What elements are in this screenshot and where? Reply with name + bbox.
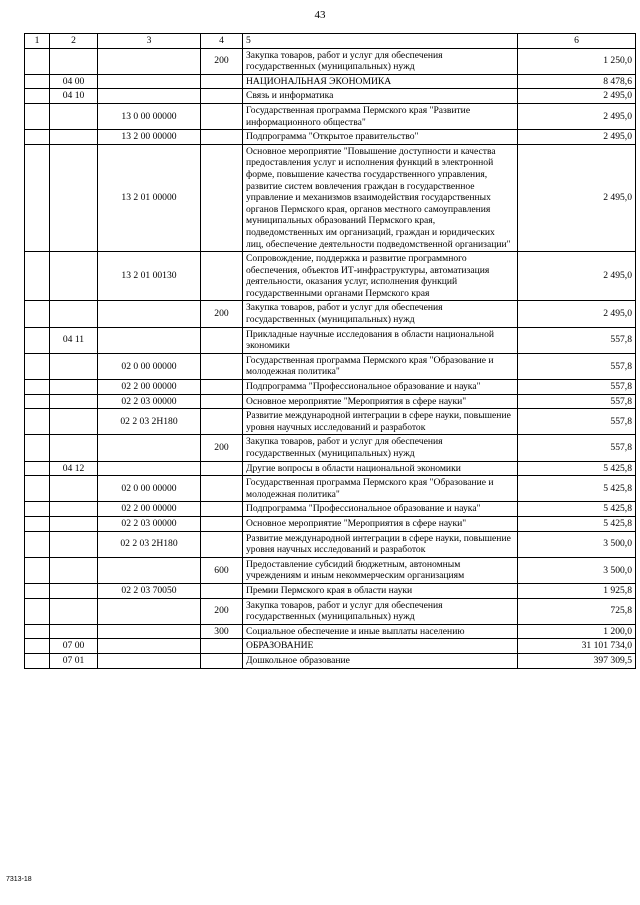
column-header-4: 4 [201, 34, 243, 49]
expense-type-code: 300 [201, 624, 243, 639]
target-article-code: 13 2 01 00000 [98, 144, 201, 251]
target-article-code [98, 327, 201, 353]
expense-type-code [201, 353, 243, 379]
table-row [25, 516, 636, 531]
item-name: Подпрограмма "Открытое правительство" [243, 130, 518, 145]
table-row [25, 435, 636, 461]
item-name: Развитие международной интеграции в сфере науки, повышение уровня научных исследований и разработок [243, 531, 518, 557]
expense-type-code [201, 409, 243, 435]
amount: 1 250,0 [518, 48, 636, 74]
row-col1 [25, 301, 50, 327]
section-code [50, 583, 98, 598]
expense-type-code: 200 [201, 598, 243, 624]
target-article-code: 02 2 00 00000 [98, 380, 201, 395]
amount: 3 500,0 [518, 531, 636, 557]
table-row [25, 144, 636, 251]
section-code [50, 353, 98, 379]
amount: 397 309,5 [518, 653, 636, 668]
item-name: Государственная программа Пермского края "Развитие информационного общества" [243, 103, 518, 129]
page-number: 43 [314, 9, 326, 21]
amount: 557,8 [518, 435, 636, 461]
column-header-5: 5 [243, 34, 518, 49]
row-col1 [25, 435, 50, 461]
amount: 557,8 [518, 380, 636, 395]
amount: 2 495,0 [518, 252, 636, 301]
budget-table [24, 33, 636, 669]
table-row [25, 461, 636, 476]
item-name: Закупка товаров, работ и услуг для обеспечения государственных (муниципальных) нужд [243, 435, 518, 461]
item-name: ОБРАЗОВАНИЕ [243, 639, 518, 654]
item-name: Основное мероприятие "Мероприятия в сфере науки" [243, 394, 518, 409]
section-code [50, 130, 98, 145]
section-code [50, 502, 98, 517]
amount: 725,8 [518, 598, 636, 624]
amount: 2 495,0 [518, 103, 636, 129]
target-article-code: 02 2 00 00000 [98, 502, 201, 517]
target-article-code [98, 74, 201, 89]
amount: 557,8 [518, 394, 636, 409]
section-code: 04 12 [50, 461, 98, 476]
row-col1 [25, 48, 50, 74]
table-row [25, 409, 636, 435]
item-name: Развитие международной интеграции в сфере науки, повышение уровня научных исследований и разработок [243, 409, 518, 435]
target-article-code: 02 2 03 70050 [98, 583, 201, 598]
table-row [25, 130, 636, 145]
amount: 5 425,8 [518, 502, 636, 517]
section-code [50, 144, 98, 251]
item-name: Государственная программа Пермского края "Образование и молодежная политика" [243, 353, 518, 379]
expense-type-code: 200 [201, 301, 243, 327]
expense-type-code: 600 [201, 557, 243, 583]
row-col1 [25, 461, 50, 476]
target-article-code: 13 2 01 00130 [98, 252, 201, 301]
expense-type-code [201, 130, 243, 145]
expense-type-code [201, 639, 243, 654]
target-article-code: 02 0 00 00000 [98, 476, 201, 502]
section-code: 04 10 [50, 89, 98, 104]
item-name: Социальное обеспечение и иные выплаты населению [243, 624, 518, 639]
section-code [50, 557, 98, 583]
amount: 5 425,8 [518, 476, 636, 502]
row-col1 [25, 103, 50, 129]
amount: 3 500,0 [518, 557, 636, 583]
item-name: Прикладные научные исследования в области национальной экономики [243, 327, 518, 353]
target-article-code [98, 48, 201, 74]
target-article-code [98, 461, 201, 476]
section-code [50, 409, 98, 435]
item-name: Связь и информатика [243, 89, 518, 104]
target-article-code: 13 0 00 00000 [98, 103, 201, 129]
item-name: Государственная программа Пермского края "Образование и молодежная политика" [243, 476, 518, 502]
expense-type-code [201, 144, 243, 251]
expense-type-code [201, 394, 243, 409]
table-row [25, 394, 636, 409]
table-row [25, 502, 636, 517]
target-article-code [98, 301, 201, 327]
table-row [25, 557, 636, 583]
row-col1 [25, 598, 50, 624]
section-code [50, 301, 98, 327]
row-col1 [25, 252, 50, 301]
target-article-code [98, 435, 201, 461]
table-row [25, 476, 636, 502]
row-col1 [25, 557, 50, 583]
expense-type-code: 200 [201, 48, 243, 74]
section-code [50, 598, 98, 624]
amount: 2 495,0 [518, 89, 636, 104]
target-article-code: 13 2 00 00000 [98, 130, 201, 145]
target-article-code [98, 598, 201, 624]
row-col1 [25, 327, 50, 353]
expense-type-code [201, 653, 243, 668]
row-col1 [25, 353, 50, 379]
table-row [25, 598, 636, 624]
target-article-code [98, 653, 201, 668]
item-name: Подпрограмма "Профессиональное образование и наука" [243, 380, 518, 395]
row-col1 [25, 624, 50, 639]
row-col1 [25, 89, 50, 104]
row-col1 [25, 583, 50, 598]
section-code [50, 252, 98, 301]
amount: 31 101 734,0 [518, 639, 636, 654]
section-code [50, 476, 98, 502]
row-col1 [25, 531, 50, 557]
target-article-code: 02 2 03 2Н180 [98, 409, 201, 435]
item-name: Другие вопросы в области национальной экономики [243, 461, 518, 476]
item-name: Дошкольное образование [243, 653, 518, 668]
expense-type-code [201, 476, 243, 502]
item-name: Предоставление субсидий бюджетным, автономным учреждениям и иным некоммерческим организациям [243, 557, 518, 583]
amount: 2 495,0 [518, 144, 636, 251]
table-row [25, 103, 636, 129]
expense-type-code [201, 74, 243, 89]
table-row [25, 252, 636, 301]
table-row [25, 583, 636, 598]
expense-type-code [201, 502, 243, 517]
amount: 2 495,0 [518, 130, 636, 145]
row-col1 [25, 516, 50, 531]
table-row [25, 327, 636, 353]
target-article-code: 02 2 03 00000 [98, 394, 201, 409]
target-article-code [98, 557, 201, 583]
target-article-code [98, 624, 201, 639]
section-code [50, 380, 98, 395]
expense-type-code [201, 461, 243, 476]
item-name: Подпрограмма "Профессиональное образование и наука" [243, 502, 518, 517]
amount: 2 495,0 [518, 301, 636, 327]
item-name: Закупка товаров, работ и услуг для обеспечения государственных (муниципальных) нужд [243, 598, 518, 624]
expense-type-code [201, 252, 243, 301]
row-col1 [25, 476, 50, 502]
expense-type-code: 200 [201, 435, 243, 461]
item-name: Закупка товаров, работ и услуг для обеспечения государственных (муниципальных) нужд [243, 301, 518, 327]
section-code: 07 00 [50, 639, 98, 654]
table-row [25, 48, 636, 74]
column-header-2: 2 [50, 34, 98, 49]
amount: 5 425,8 [518, 516, 636, 531]
amount: 1 925,8 [518, 583, 636, 598]
section-code [50, 394, 98, 409]
item-name: Основное мероприятие "Мероприятия в сфере науки" [243, 516, 518, 531]
section-code: 04 00 [50, 74, 98, 89]
amount: 1 200,0 [518, 624, 636, 639]
row-col1 [25, 74, 50, 89]
item-name: Закупка товаров, работ и услуг для обеспечения государственных (муниципальных) нужд [243, 48, 518, 74]
row-col1 [25, 380, 50, 395]
expense-type-code [201, 380, 243, 395]
table-row [25, 380, 636, 395]
table-row [25, 624, 636, 639]
table-row [25, 653, 636, 668]
column-header-1: 1 [25, 34, 50, 49]
document-code: 7313-18 [6, 876, 32, 883]
row-col1 [25, 639, 50, 654]
amount: 557,8 [518, 353, 636, 379]
row-col1 [25, 502, 50, 517]
expense-type-code [201, 327, 243, 353]
target-article-code: 02 2 03 00000 [98, 516, 201, 531]
amount: 5 425,8 [518, 461, 636, 476]
item-name: Основное мероприятие "Повышение доступности и качества предоставления услуг и исполнения функций в электронной форме, повышение качества государственного управления, развитие систем вовлечения граждан в государственное управление и механизмов взаимодействия государственных органов Пермского края, органов местного самоуправления муниципальных образований Пермского края, подведомственных им организаций, граждан и юридических лиц, обеспечение деятельности подведомственной организации" [243, 144, 518, 251]
row-col1 [25, 144, 50, 251]
target-article-code: 02 0 00 00000 [98, 353, 201, 379]
expense-type-code [201, 89, 243, 104]
item-name: НАЦИОНАЛЬНАЯ ЭКОНОМИКА [243, 74, 518, 89]
row-col1 [25, 409, 50, 435]
row-col1 [25, 130, 50, 145]
target-article-code: 02 2 03 2Н180 [98, 531, 201, 557]
column-number-row [25, 34, 636, 49]
row-col1 [25, 653, 50, 668]
target-article-code [98, 89, 201, 104]
section-code [50, 103, 98, 129]
expense-type-code [201, 103, 243, 129]
section-code: 04 11 [50, 327, 98, 353]
target-article-code [98, 639, 201, 654]
section-code: 07 01 [50, 653, 98, 668]
row-col1 [25, 394, 50, 409]
table-row [25, 639, 636, 654]
expense-type-code [201, 531, 243, 557]
item-name: Сопровождение, поддержка и развитие программного обеспечения, объектов ИТ-инфраструктуры, автоматизация деятельности, оказания услуг, исполнения функций государственными органами Пермского края [243, 252, 518, 301]
table-row [25, 301, 636, 327]
column-header-3: 3 [98, 34, 201, 49]
table-row [25, 74, 636, 89]
section-code [50, 48, 98, 74]
item-name: Премии Пермского края в области науки [243, 583, 518, 598]
amount: 557,8 [518, 327, 636, 353]
amount: 557,8 [518, 409, 636, 435]
section-code [50, 531, 98, 557]
table-row [25, 89, 636, 104]
table-row [25, 531, 636, 557]
column-header-6: 6 [518, 34, 636, 49]
section-code [50, 624, 98, 639]
expense-type-code [201, 583, 243, 598]
amount: 8 478,6 [518, 74, 636, 89]
expense-type-code [201, 516, 243, 531]
section-code [50, 435, 98, 461]
table-row [25, 353, 636, 379]
section-code [50, 516, 98, 531]
